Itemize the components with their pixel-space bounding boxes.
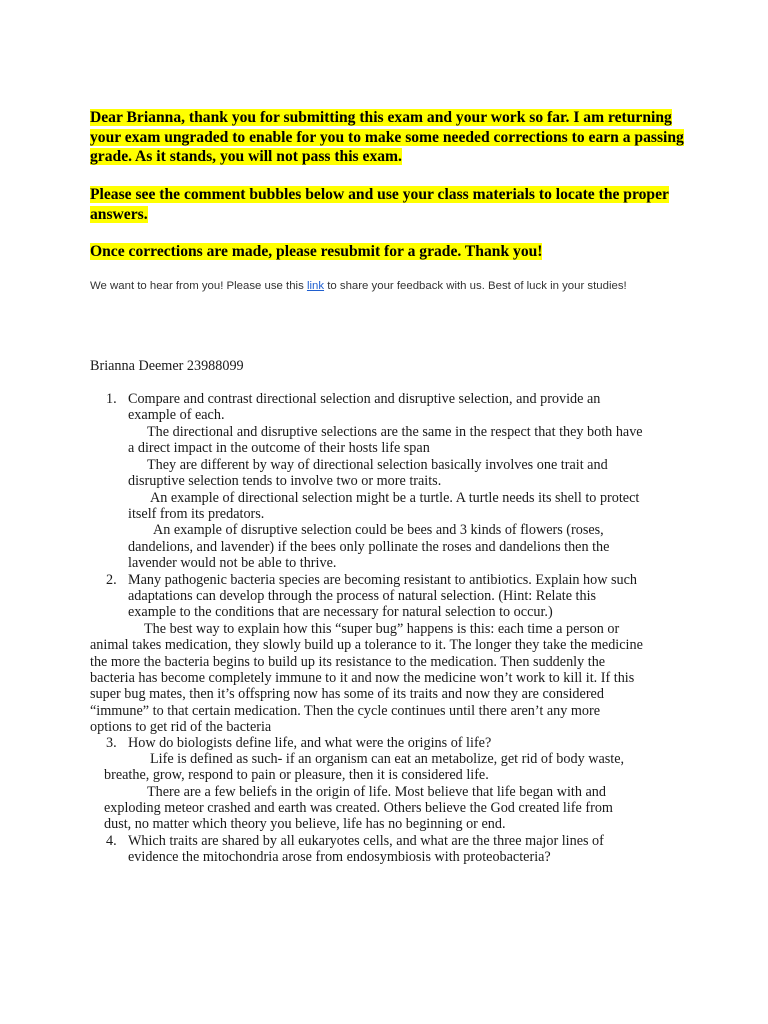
question-2-number: 2. xyxy=(106,572,117,588)
question-3-number: 3. xyxy=(106,735,117,751)
answer-2-line: the more the bacteria begins to build up its resistance to the medication. Then suddenly the xyxy=(90,654,606,670)
answer-1-line: An example of directional selection might be a turtle. A turtle needs its shell to protect xyxy=(150,490,640,506)
answer-1-line: They are different by way of directional selection basically involves one trait and xyxy=(147,457,608,473)
answer-1-line: itself from its predators. xyxy=(128,506,265,522)
answer-2-line: animal takes medication, they slowly build up a tolerance to it. The longer they take the medicine xyxy=(90,637,643,653)
answer-1-line: disruptive selection tends to involve two or more traits. xyxy=(128,473,442,489)
question-4-number: 4. xyxy=(106,833,117,849)
answer-3-line: exploding meteor crashed and earth was created. Others believe the God created life from xyxy=(104,800,613,816)
question-1-number: 1. xyxy=(106,391,117,407)
question-4-text: Which traits are shared by all eukaryotes cells, and what are the three major lines of xyxy=(128,833,604,849)
answer-3-line: There are a few beliefs in the origin of life. Most believe that life began with and xyxy=(147,784,606,800)
question-2-text: Many pathogenic bacteria species are becoming resistant to antibiotics. Explain how such xyxy=(128,572,638,588)
notice-paragraph-2: Please see the comment bubbles below and use your class materials to locate the proper answers. xyxy=(90,186,669,223)
question-2-text: adaptations can develop through the process of natural selection. (Hint: Relate this xyxy=(128,588,597,604)
answer-3-line: breathe, grow, respond to pain or pleasure, then it is considered life. xyxy=(104,767,489,783)
answer-1-line: lavender would not be able to thrive. xyxy=(128,555,337,571)
notice-paragraph-3: Once corrections are made, please resubmit for a grade. Thank you! xyxy=(90,243,543,260)
answer-3-line: Life is defined as such- if an organism can eat an metabolize, get rid of body waste, xyxy=(150,751,625,767)
answer-2-line: bacteria has become completely immune to it and now the medicine won’t work to kill it. If this xyxy=(90,670,635,686)
question-4-text: evidence the mitochondria arose from endosymbiosis with proteobacteria? xyxy=(128,849,551,865)
question-1-text: Compare and contrast directional selection and disruptive selection, and provide an xyxy=(128,391,601,407)
answer-1-line: a direct impact in the outcome of their hosts life span xyxy=(128,440,430,456)
question-3-text: How do biologists define life, and what were the origins of life? xyxy=(128,735,492,751)
notice-paragraph-1: Dear Brianna, thank you for submitting this exam and your work so far. I am returning your exam ungraded to enable for you to make some needed corrections to earn a passing grade. As it stands, you will not pass this exam. xyxy=(90,109,684,165)
student-name-id: Brianna Deemer 23988099 xyxy=(90,358,244,374)
question-1-text: example of each. xyxy=(128,407,225,423)
answer-2-line: super bug mates, then it’s offspring now has some of its traits and now they are considered xyxy=(90,686,604,702)
answer-2-line: “immune” to that certain medication. Then the cycle continues until there aren’t any more xyxy=(90,703,601,719)
answer-2-line: The best way to explain how this “super bug” happens is this: each time a person or xyxy=(144,621,620,637)
answer-1-line: The directional and disruptive selections are the same in the respect that they both have xyxy=(147,424,643,440)
answer-3-line: dust, no matter which theory you believe, life has no beginning or end. xyxy=(104,816,506,832)
feedback-link[interactable]: link xyxy=(306,280,325,292)
answer-1-line: An example of disruptive selection could be bees and 3 kinds of flowers (roses, xyxy=(153,522,604,538)
question-2-text: example to the conditions that are necessary for natural selection to occur.) xyxy=(128,604,553,620)
answer-1-line: dandelions, and lavender) if the bees only pollinate the roses and dandelions then the xyxy=(128,539,610,555)
answer-2-line: options to get rid of the bacteria xyxy=(90,719,272,735)
feedback-note: We want to hear from you! Please use this link to share your feedback with us. Best of luck in your studies! xyxy=(90,280,627,292)
